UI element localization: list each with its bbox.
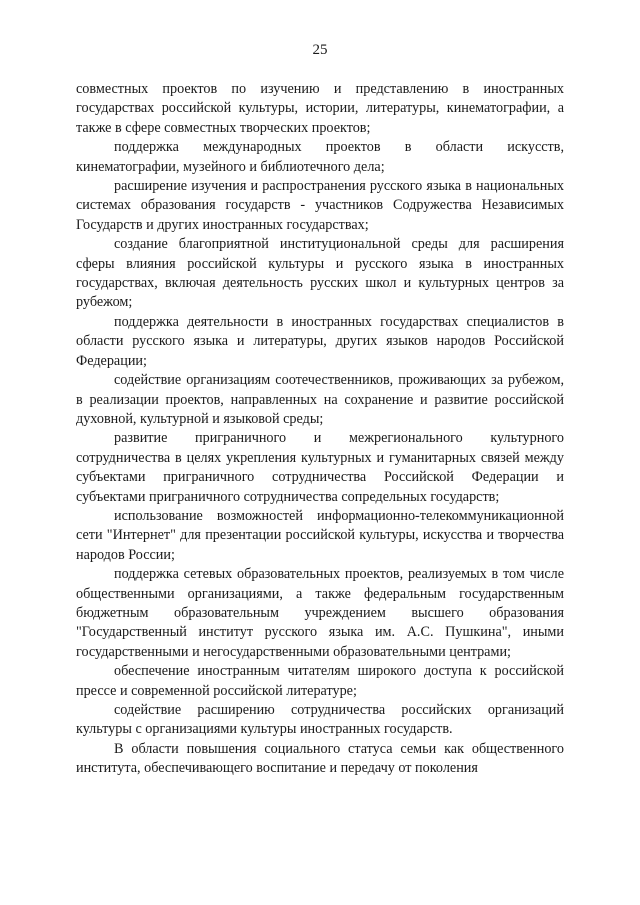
paragraph: использование возможностей информационно-телекоммуникационной сети "Интернет" для презентации российской культуры, искусства и творчества народов России;	[76, 507, 564, 563]
paragraph: поддержка международных проектов в области искусств, кинематографии, музейного и библиотечного дела;	[76, 139, 564, 175]
paragraph: создание благоприятной институциональной среды для расширения сферы влияния российской культуры и русского языка в иностранных государствах, включая деятельность русских школ и культурных центров за рубежом;	[76, 236, 564, 311]
paragraph: развитие приграничного и межрегионального культурного сотрудничества в целях укрепления культурных и гуманитарных связей между субъектами приграничного сотрудничества Российской Федерации и субъектами приграничного сотрудничества сопредельных государств;	[76, 430, 564, 505]
paragraph: расширение изучения и распространения русского языка в национальных системах образования государств - участников Содружества Независимых Государств и других иностранных государствах;	[76, 178, 564, 233]
paragraph: В области повышения социального статуса семьи как общественного института, обеспечивающего воспитание и передачу от поколения	[76, 740, 564, 777]
page-number: 25	[312, 42, 328, 58]
paragraph: обеспечение иностранным читателям широкого доступа к российской прессе и современной российской литературе;	[76, 663, 564, 699]
paragraph: поддержка деятельности в иностранных государствах специалистов в области русского языка и литературы, других языков народов Российской Федерации;	[76, 313, 564, 369]
document-body	[76, 80, 564, 779]
paragraph: содействие расширению сотрудничества российских организаций культуры с организациями культуры иностранных государств.	[76, 702, 564, 738]
paragraph: содействие организациям соотечественников, проживающих за рубежом, в реализации проектов, направленных на сохранение и развитие российской духовной, культурной и языковой среды;	[76, 372, 564, 427]
paragraph: поддержка сетевых образовательных проектов, реализуемых в том числе общественными организациями, а также федеральным государственным бюджетным образовательным учреждением высшего образования "Государственный институт русского языка им. А.С. Пушкина", иными государственными и негосударственными образовательными центрами;	[76, 566, 564, 660]
paragraph: совместных проектов по изучению и представлению в иностранных государствах российской культуры, истории, литературы, кинематографии, а также в сфере совместных творческих проектов;	[76, 81, 564, 136]
